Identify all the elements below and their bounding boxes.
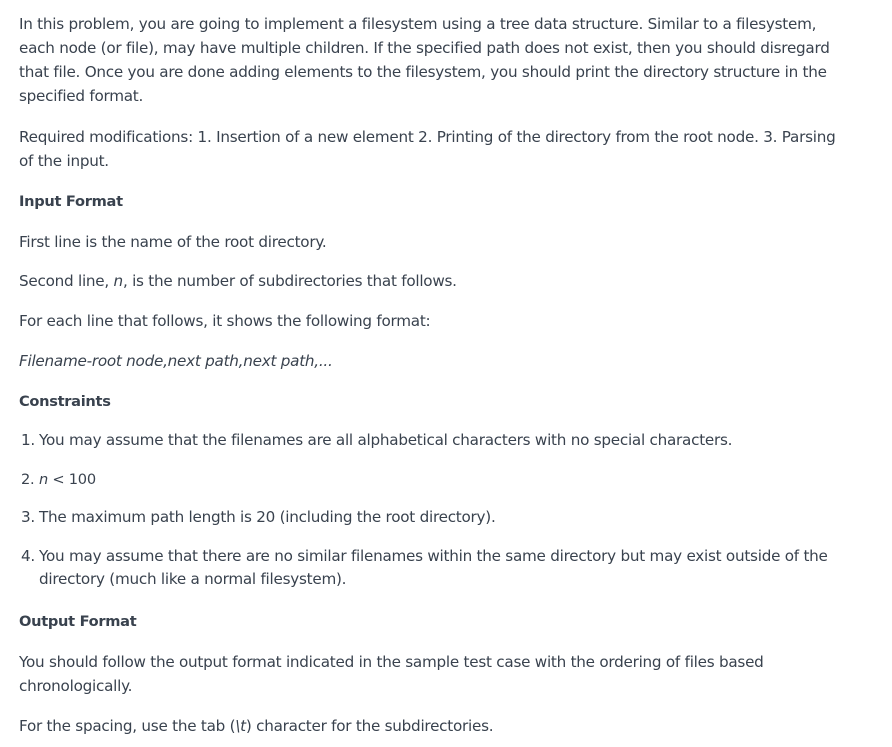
constraint-text: You may assume that the filenames are all alphabetical characters with no special characters.	[39, 431, 733, 449]
required-modifications: Required modifications: 1. Insertion of a new element 2. Printing of the directory from the root node. 3. Parsing of the input.	[19, 128, 836, 170]
output-spacing-suffix: ) character for the subdirectories.	[245, 717, 494, 735]
constraint-number: 3.	[21, 508, 35, 526]
constraint-text: You may assume that there are no similar filenames within the same directory but may exist outside of the directory (much like a normal filesystem).	[39, 547, 828, 588]
constraint-item-3	[21, 506, 841, 529]
constraint-item-1	[21, 429, 841, 452]
output-line-spacing	[19, 714, 839, 738]
output-spacing-prefix: For the spacing, use the tab (	[19, 717, 236, 735]
intro-paragraph: In this problem, you are going to implement a filesystem using a tree data structure. Similar to a filesystem, each node (or file), may have multiple children. If the specified path does not exist, then you should disregard that file. Once you are done adding elements to the filesystem, you should print the directory structure in the specified format.	[19, 15, 830, 105]
constraint-text: The maximum path length is 20 (including the root directory).	[39, 508, 496, 526]
input-line-n-prefix: Second line,	[19, 272, 114, 290]
constraint-item-2	[21, 468, 841, 491]
constraint-number: 4.	[21, 547, 35, 565]
constraint-number: 1.	[21, 431, 35, 449]
constraint-text: < 100	[48, 471, 96, 488]
constraint-number: 2.	[21, 471, 35, 488]
constraints-heading: Constraints	[19, 393, 111, 410]
input-format-heading: Input Format	[19, 193, 123, 210]
input-line-format-intro: For each line that follows, it shows the following format:	[19, 312, 431, 330]
input-line-root: First line is the name of the root directory.	[19, 233, 327, 251]
input-line-n-suffix: , is the number of subdirectories that follows.	[122, 272, 457, 290]
input-format-example: Filename-root node,next path,next path,...	[19, 352, 333, 370]
n-variable: n	[39, 471, 48, 488]
output-format-heading: Output Format	[19, 613, 137, 630]
n-variable: n	[113, 272, 123, 290]
tab-character: \t	[235, 717, 246, 735]
output-line-order: You should follow the output format indicated in the sample test case with the ordering of files based chronologically.	[19, 653, 764, 695]
input-line-n	[19, 269, 839, 293]
constraint-item-4	[21, 545, 841, 591]
